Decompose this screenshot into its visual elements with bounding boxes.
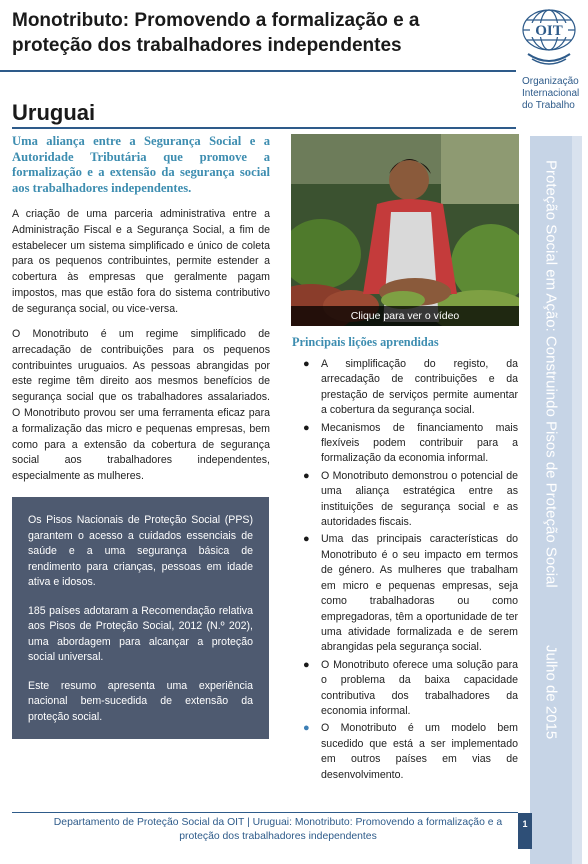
header-rule: [0, 70, 516, 72]
logo-text: OIT: [535, 23, 563, 39]
lesson-item: ● Uma das principais características do Monotributo é o seu impacto em termos de género. As mulheres que trabalham em micro e pequenas empresas, seja como trabalhadoras ou como empregadoras, têm a oportunidade de ter uma atividade formalizada e de serem abrangidas pela segurança social.: [303, 533, 518, 654]
bullet-icon: ●: [303, 722, 310, 735]
lesson-item: ● O Monotributo demonstrou o potencial de uma aliança estratégica entre as instituições de segurança social e as autoridades fiscais.: [303, 469, 518, 529]
bullet-icon: ●: [303, 658, 310, 671]
bullet-icon: ●: [303, 469, 310, 482]
country-heading: Uruguai: [12, 100, 96, 125]
publication-date: Julho de 2015: [542, 645, 560, 740]
lesson-item: ● O Monotributo é um modelo bem sucedido que está a ser implementado em outros países em vias de desenvolvimento.: [303, 722, 518, 781]
lessons-title: Principais lições aprendidas: [292, 335, 439, 349]
video-thumbnail[interactable]: [291, 134, 519, 326]
market-vendor-photo: [291, 134, 519, 326]
body-paragraph-2: O Monotributo é um regime simplificado de arrecadação de contribuições para os pequenos contribuintes uruguaios. As pessoas abrangidas por este regime têm direito aos mesmos benefícios de segurança social que os trabalhadores assalariados. O Monotributo provou ser uma ferramenta eficaz para a formalização das micro e pequenas empresas, bem como para a extensão da cobertura de segurança social aos trabalhadores independentes, especialmente as mulheres.: [12, 328, 270, 483]
side-band-shadow: [572, 136, 582, 864]
bullet-icon: ●: [303, 421, 310, 434]
lesson-item: ● Mecanismos de financiamento mais flexíveis podem contribuir para a formalização da economia informal.: [303, 421, 518, 465]
info-box: [12, 497, 269, 739]
bullet-icon: ●: [303, 533, 310, 546]
bullet-icon: ●: [303, 358, 310, 370]
page-title: Monotributo: Promovendo a formalização e a proteção dos trabalhadores independentes: [12, 10, 420, 56]
lesson-item: ● A simplificação do registo, da arrecadação de contribuições e da prestação de serviços permite aumentar a cobertura da segurança social.: [303, 358, 518, 417]
country-rule: [12, 127, 516, 129]
body-paragraph-1: A criação de uma parceria administrativa entre a Administração Fiscal e a Segurança Social, a fim de estabelecer um sistema simplificado e único de coleta para os pequenos contribuintes, permite estender a cobertura às empresas que geralmente pagam impostos, mas que estão fora do sistema contributivo de segurança social, ou vice-versa.: [12, 208, 270, 315]
organization-name: Organização Internacional do Trabalho: [522, 76, 580, 111]
footer-rule: [12, 812, 518, 813]
series-title: Proteção Social em Ação: Construindo Pisos de Proteção Social: [542, 160, 560, 588]
page-number: 1: [518, 813, 532, 849]
info-box-paragraph-3: Este resumo apresenta uma experiência nacional bem-sucedida de extensão da proteção social.: [28, 679, 253, 723]
info-box-paragraph-1: Os Pisos Nacionais de Proteção Social (PPS) garantem o acesso a cuidados essenciais de saúde e a uma segurança básica de rendimento para crianças, pessoas em idade ativa e idosos.: [28, 514, 253, 588]
lead-paragraph: Uma aliança entre a Segurança Social e a Autoridade Tributária que promove a formalização e a extensão da segurança social aos trabalhadores independentes.: [12, 134, 270, 195]
video-caption[interactable]: Clique para ver o vídeo: [291, 306, 519, 326]
info-box-paragraph-2: 185 países adotaram a Recomendação relativa aos Pisos de Proteção Social, 2012 (N.º 202), uma abordagem para alcançar a proteção social universal.: [28, 604, 253, 663]
lesson-item: ● O Monotributo oferece uma solução para o problema da baixa capacidade contributiva dos trabalhadores da economia informal.: [303, 658, 518, 717]
lessons-list: [303, 357, 518, 785]
ilo-logo: [518, 6, 580, 72]
footer-text: Departamento de Proteção Social da OIT | Uruguai: Monotributo: Promovendo a formalização e a proteção dos trabalhadores independentes: [53, 817, 503, 842]
